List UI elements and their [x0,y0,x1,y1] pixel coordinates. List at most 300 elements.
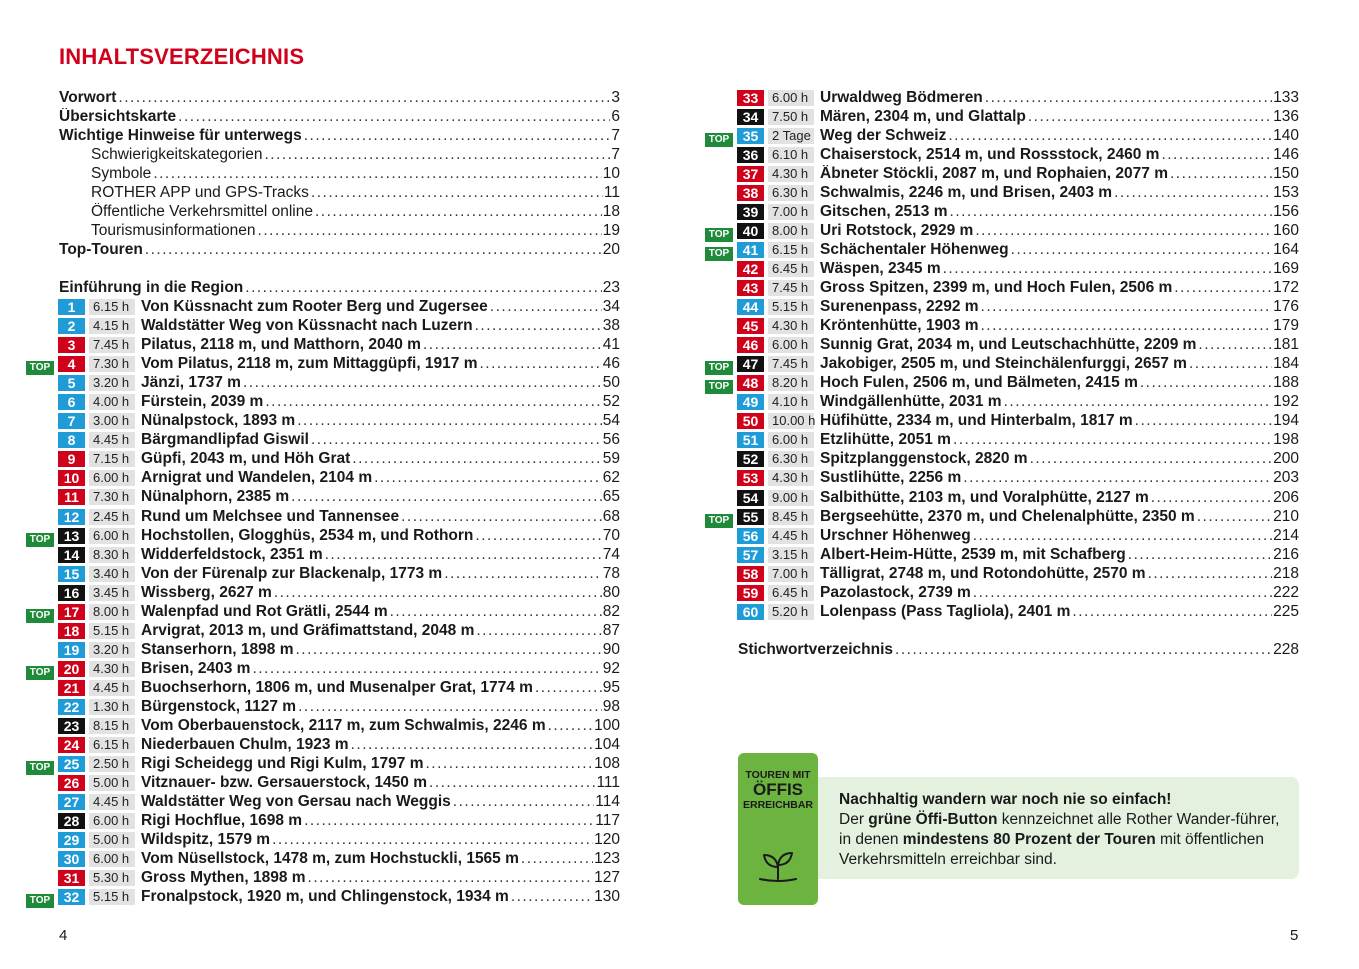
entry-label: Bürgenstock, 1127 m [141,697,297,715]
entry-title [141,298,620,316]
leader-dots [893,641,1272,659]
leader-dots [971,584,1272,602]
tour-number-badge: 56 [737,528,764,544]
entry-page: 6 [611,107,620,125]
entry-label: Wildspitz, 1579 m [141,831,271,849]
top-cell [26,395,54,409]
tour-entry-9[interactable] [26,450,620,469]
top-badge: TOP [705,133,733,147]
toc-entry[interactable] [26,221,620,240]
leader-dots [349,736,594,754]
top-cell [705,548,733,562]
entry-label: Windgällenhütte, 2031 m [820,393,1002,411]
tour-entry-13[interactable] [26,526,620,545]
tour-duration: 5.30 h [89,870,135,886]
tour-entry-7[interactable] [26,412,620,431]
tour-number-badge: 48 [737,375,764,391]
tour-entry-51[interactable] [705,431,1299,450]
top-cell [705,205,733,219]
entry-title [820,165,1299,183]
leader-dots [250,660,601,678]
top-cell [705,186,733,200]
leader-dots [323,546,602,564]
tour-entry-46[interactable] [705,336,1299,355]
entry-page: 176 [1273,298,1299,316]
entry-title [141,393,620,411]
tour-duration: 6.00 h [89,470,135,486]
top-badge: TOP [705,361,733,375]
tour-entry-12[interactable] [26,507,620,526]
tour-entry-37[interactable] [705,164,1299,183]
tour-number-badge: 35 [737,128,764,144]
tour-entry-49[interactable] [705,393,1299,412]
top-cell [705,567,733,581]
entry-label: Brisen, 2403 m [141,659,251,677]
entry-page: 50 [602,374,620,392]
entry-label: Jänzi, 1737 m [141,374,241,392]
tour-entry-47[interactable] [705,355,1299,374]
spacer [705,621,1299,640]
entry-label: Waldstätter Weg von Küssnacht nach Luzern [141,317,473,335]
entry-title [141,793,620,811]
tour-entry-56[interactable] [705,526,1299,545]
top-cell [26,871,54,885]
tour-entry-28[interactable] [26,812,620,831]
tour-entry-23[interactable] [26,717,620,736]
page-number-left: 4 [59,927,68,944]
entry-title [59,89,620,107]
tour-number-badge: 53 [737,470,764,486]
entry-label: Fürstein, 2039 m [141,393,264,411]
tour-entry-44[interactable] [705,298,1299,317]
entry-title [141,774,620,792]
toc-entry[interactable] [26,88,620,107]
tour-number-badge: 16 [58,585,85,601]
entry-label: Weg der Schweiz [820,126,947,144]
leader-dots [388,603,602,621]
leader-dots [302,812,594,830]
entry-label: Vom Oberbauenstock, 2117 m, zum Schwalmis, 2246 m [141,717,546,735]
tour-entry-57[interactable] [705,545,1299,564]
entry-title [738,641,1299,659]
entry-title [141,850,620,868]
tour-entry-34[interactable] [705,107,1299,126]
tour-duration: 4.45 h [89,432,135,448]
tour-entry-27[interactable] [26,793,620,812]
oeffi-badge [738,753,818,905]
tour-entry-58[interactable] [705,564,1299,583]
top-cell [26,376,54,390]
tour-number-badge: 36 [737,147,764,163]
top-cell [705,262,733,276]
tour-duration: 3.40 h [89,566,135,582]
tour-entry-36[interactable] [705,145,1299,164]
info-text-3: mit öffentlichen Verkehrsmitteln erreichbar sind. [839,831,1264,868]
top-cell [26,319,54,333]
tour-number-badge: 5 [58,375,85,391]
tour-duration: 5.15 h [89,623,135,639]
tour-duration: 7.45 h [768,356,814,372]
tour-number-badge: 25 [58,756,85,772]
tour-duration: 4.45 h [768,528,814,544]
tour-entry-19[interactable] [26,640,620,659]
tour-entry-59[interactable] [705,583,1299,602]
tour-number-badge: 47 [737,356,764,372]
leader-dots [961,469,1272,487]
tour-number-badge: 10 [58,470,85,486]
top-badge: TOP [26,894,54,908]
leader-dots [533,679,602,697]
entry-page: 80 [602,583,620,601]
top-cell [26,719,54,733]
tour-duration: 4.30 h [768,166,814,182]
tour-number-badge: 23 [58,718,85,734]
tour-entry-25[interactable] [26,755,620,774]
tour-number-badge: 55 [737,509,764,525]
info-text [839,790,1289,870]
entry-page: 38 [602,317,620,335]
leader-dots [151,165,601,183]
entry-title [141,546,620,564]
page-title: INHALTSVERZEICHNIS [59,44,305,69]
oeffi-badge-line2: ÖFFIS [752,780,804,799]
tour-entry-16[interactable] [26,583,620,602]
entry-label: Spitzplanggenstock, 2820 m [820,450,1028,468]
tour-list-right [705,88,1299,621]
entry-label: Fronalpstock, 1920 m, und Chlingenstock, 1934 m [141,888,509,906]
leader-dots [1138,374,1272,392]
tour-duration: 6.00 h [768,432,814,448]
entry-label: Öffentliche Verkehrsmittel online [91,202,313,220]
tour-entry-42[interactable] [705,259,1299,278]
tour-entry-41[interactable] [705,240,1299,259]
leader-dots [509,888,593,906]
entry-label: Gross Mythen, 1898 m [141,869,306,887]
tour-entry-50[interactable] [705,412,1299,431]
entry-label: Waldstätter Weg von Gersau nach Weggis [141,793,451,811]
toc-entry[interactable] [26,126,620,145]
leader-dots [289,488,602,506]
leader-dots [427,774,595,792]
tour-duration: 6.00 h [89,851,135,867]
top-badge: TOP [705,514,733,528]
tour-entry-54[interactable] [705,488,1299,507]
tour-entry-40[interactable] [705,221,1299,240]
entry-page: 54 [602,412,620,430]
top-cell [705,491,733,505]
entry-page: 181 [1273,336,1299,354]
entry-title [820,279,1299,297]
leader-dots [474,622,601,640]
tour-entry-31[interactable] [26,869,620,888]
entry-page: 164 [1273,240,1299,258]
entry-label: Surenenpass, 2292 m [820,298,979,316]
tour-entry-53[interactable] [705,469,1299,488]
entry-title [820,603,1299,621]
entry-label: Nünalpstock, 1893 m [141,412,296,430]
tour-number-badge: 28 [58,813,85,829]
entry-label: Sunnig Grat, 2034 m, und Leutschachhütte, 2209 m [820,336,1197,354]
tour-entry-48[interactable] [705,374,1299,393]
tour-duration: 6.30 h [768,185,814,201]
entry-label: Schächentaler Höhenweg [820,240,1009,258]
toc-entry[interactable] [26,183,620,202]
toc-entry[interactable] [26,145,620,164]
entry-page: 214 [1273,526,1299,544]
entry-title [141,641,620,659]
toc-entry-intro[interactable] [26,278,620,297]
toc-entry[interactable] [26,240,620,259]
tour-entry-38[interactable] [705,183,1299,202]
tour-entry-15[interactable] [26,564,620,583]
tour-entry-11[interactable] [26,488,620,507]
tour-entry-18[interactable] [26,621,620,640]
top-cell [705,529,733,543]
entry-label: Arvigrat, 2013 m, und Gräfimattstand, 2048 m [141,621,475,639]
tour-entry-4[interactable] [26,355,620,374]
toc-entry[interactable] [26,164,620,183]
tour-duration: 4.30 h [89,661,135,677]
entry-label: Urschner Höhenweg [820,526,971,544]
entry-label: Hoch Fulen, 2506 m, und Bälmeten, 2415 m [820,374,1138,392]
entry-label: Bergseehütte, 2370 m, und Chelenalphütte, 2350 m [820,507,1195,525]
entry-label: Rund um Melchsee und Tannensee [141,507,400,525]
tour-entry-32[interactable] [26,888,620,907]
tour-number-badge: 2 [58,318,85,334]
top-cell [26,414,54,428]
entry-page: 136 [1273,107,1299,125]
top-cell [705,91,733,105]
entry-page: 65 [602,488,620,506]
tour-entry-17[interactable] [26,602,620,621]
tour-number-badge: 24 [58,737,85,753]
entry-title [820,317,1299,335]
toc-right-column [705,88,1299,659]
top-cell [705,300,733,314]
entry-title [820,260,1299,278]
top-cell [26,510,54,524]
tour-number-badge: 37 [737,166,764,182]
leader-dots [1168,165,1272,183]
entry-label: Arnigrat und Wandelen, 2104 m [141,469,373,487]
entry-title [820,222,1299,240]
tour-entry-8[interactable] [26,431,620,450]
entry-label: Jakobiger, 2505 m, und Steinchälenfurggi, 2657 m [820,355,1187,373]
leader-dots [309,184,603,202]
tour-entry-33[interactable] [705,88,1299,107]
leader-dots [262,146,610,164]
entry-page: 140 [1273,126,1299,144]
leader-dots [948,203,1273,221]
tour-entry-10[interactable] [26,469,620,488]
tour-entry-29[interactable] [26,831,620,850]
front-matter-list [26,88,620,259]
entry-title [820,374,1299,392]
tour-entry-45[interactable] [705,317,1299,336]
leader-dots [399,508,602,526]
info-headline: Nachhaltig wandern war noch nie so einfach! [839,791,1172,808]
top-cell [26,433,54,447]
entry-page: 200 [1273,450,1299,468]
tour-number-badge: 18 [58,623,85,639]
tour-duration: 7.30 h [89,356,135,372]
tour-duration: 7.45 h [89,337,135,353]
entry-page: 56 [602,431,620,449]
leader-dots [1002,393,1273,411]
entry-page: 98 [602,697,620,715]
tour-entry-24[interactable] [26,736,620,755]
tour-duration: 6.30 h [768,451,814,467]
toc-entry[interactable] [26,202,620,221]
entry-title [141,679,620,697]
tour-number-badge: 19 [58,642,85,658]
top-cell [705,281,733,295]
tour-duration: 3.20 h [89,642,135,658]
entry-title [820,241,1299,259]
entry-title [820,203,1299,221]
top-badge: TOP [26,361,54,375]
tour-number-badge: 41 [737,242,764,258]
top-cell [26,529,54,543]
entry-title [820,108,1299,126]
tour-duration: 7.15 h [89,451,135,467]
entry-page: 156 [1273,202,1299,220]
tour-number-badge: 21 [58,680,85,696]
entry-label: Tourismusinformationen [91,221,256,239]
tour-entry-5[interactable] [26,374,620,393]
top-cell [26,681,54,695]
tour-entry-55[interactable] [705,507,1299,526]
tour-duration: 2.45 h [89,509,135,525]
oeffi-badge-line3: ERREICHBAR [742,799,813,811]
entry-page: 150 [1273,164,1299,182]
entry-label: Von der Fürenalp zur Blackenalp, 1773 m [141,564,443,582]
tour-number-badge: 33 [737,90,764,106]
tour-entry-22[interactable] [26,697,620,716]
entry-title [91,222,620,240]
top-cell [26,738,54,752]
entry-title [820,336,1299,354]
entry-page: 7 [611,126,620,144]
entry-label: Salbithütte, 2103 m, und Voralphütte, 2127 m [820,488,1149,506]
top-cell [26,452,54,466]
tour-number-badge: 13 [58,528,85,544]
entry-title [141,603,620,621]
tour-number-badge: 59 [737,585,764,601]
leader-dots [241,374,602,392]
top-badge: TOP [705,228,733,242]
entry-title [91,165,620,183]
entry-label: Pazolastock, 2739 m [820,583,971,601]
tour-number-badge: 8 [58,432,85,448]
tour-entry-43[interactable] [705,278,1299,297]
entry-label: Stanserhorn, 1898 m [141,640,294,658]
tour-duration: 4.15 h [89,318,135,334]
tour-number-badge: 42 [737,261,764,277]
leader-dots [442,565,602,583]
tour-duration: 8.00 h [89,604,135,620]
tour-number-badge: 50 [737,413,764,429]
entry-title [820,489,1299,507]
tour-entry-3[interactable] [26,336,620,355]
top-cell [705,167,733,181]
entry-label: Gitschen, 2513 m [820,202,948,220]
top-cell [705,605,733,619]
tour-entry-39[interactable] [705,202,1299,221]
entry-title [820,89,1299,107]
entry-label: Kröntenhütte, 1903 m [820,317,979,335]
info-bold-2: mindestens 80 Prozent der Touren [902,831,1156,848]
tour-entry-20[interactable] [26,659,620,678]
entry-page: 153 [1273,183,1299,201]
entry-title [141,508,620,526]
entry-title [820,146,1299,164]
tour-entry-14[interactable] [26,545,620,564]
tour-duration: 6.15 h [768,242,814,258]
entry-page: 160 [1273,221,1299,239]
tour-duration: 6.00 h [89,813,135,829]
tour-number-badge: 60 [737,604,764,620]
top-cell [705,433,733,447]
tour-duration: 7.45 h [768,280,814,296]
entry-label: Gross Spitzen, 2399 m, und Hoch Fulen, 2506 m [820,278,1173,296]
entry-title [91,203,620,221]
tour-number-badge: 4 [58,356,85,372]
entry-page: 203 [1273,469,1299,487]
entry-label: Stichwortverzeichnis [738,640,894,658]
leader-dots [421,336,602,354]
toc-entry-index[interactable] [705,640,1299,659]
top-cell [26,795,54,809]
tour-number-badge: 52 [737,451,764,467]
tour-entry-1[interactable] [26,297,620,316]
top-cell [26,357,54,374]
leader-dots [306,869,594,887]
entry-label: Top-Touren [59,240,143,258]
page-number-right: 5 [1290,927,1299,944]
tour-duration: 3.45 h [89,585,135,601]
tour-entry-2[interactable] [26,317,620,336]
tour-duration: 9.00 h [768,490,814,506]
entry-page: 11 [603,183,620,201]
tour-number-badge: 38 [737,185,764,201]
tour-entry-35[interactable] [705,126,1299,145]
top-cell [705,510,733,524]
toc-entry[interactable] [26,107,620,126]
leader-dots [951,431,1272,449]
entry-title [820,584,1299,602]
tour-number-badge: 57 [737,547,764,563]
tour-number-badge: 45 [737,318,764,334]
leader-dots [1070,603,1272,621]
tour-duration: 3.20 h [89,375,135,391]
tour-entry-60[interactable] [705,602,1299,621]
entry-title [91,146,620,164]
top-cell [705,414,733,428]
top-cell [705,452,733,466]
tour-entry-21[interactable] [26,678,620,697]
tour-entry-6[interactable] [26,393,620,412]
tour-duration: 6.00 h [768,337,814,353]
tour-entry-26[interactable] [26,774,620,793]
tour-entry-30[interactable] [26,850,620,869]
tour-duration: 6.00 h [768,90,814,106]
tour-entry-52[interactable] [705,450,1299,469]
entry-page: 218 [1273,564,1299,582]
entry-label: Rigi Scheidegg und Rigi Kulm, 1797 m [141,755,424,773]
top-cell [26,643,54,657]
leader-dots [372,469,602,487]
